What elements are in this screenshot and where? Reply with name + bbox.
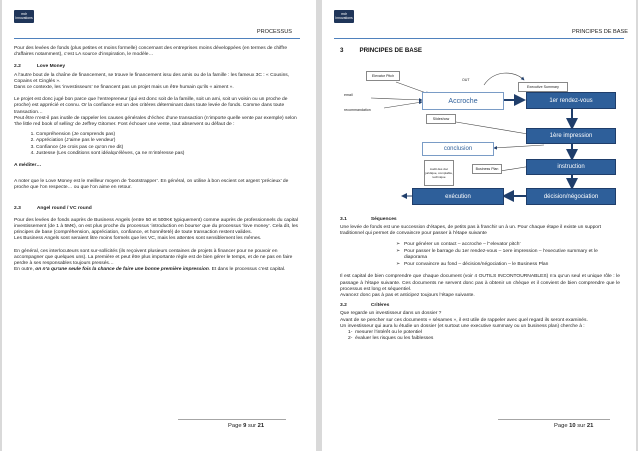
footer-rule: [178, 419, 286, 420]
paragraph-text: Peut être n’est-il pas inutile de rappeler les causes générales d’échec d’une transaction (n’importe quelle vente par exemple) selon ‘the little red book of selling’ de Jeffrey Gitomer. Font échouer une vente, tout abservent ou défaut de :: [14, 115, 297, 128]
section-heading-3-2: [340, 303, 620, 309]
paragraph: [340, 293, 620, 299]
list-item-text: Pour convaincre au fond – décision/négociation – le Business Plan: [404, 262, 549, 268]
conclusion-box: [422, 142, 494, 156]
section-heading-2-3: [14, 206, 298, 212]
footer-text: Page: [228, 423, 244, 429]
diagram-label: instruction: [557, 164, 585, 170]
emphasis-text: A méditer…: [14, 163, 42, 169]
list-item: [396, 242, 620, 248]
list-item-text: évaluer les risques ou les faiblesses: [355, 336, 434, 342]
list-item: 3. Confiance (Je crois pas ce qu’on me dit): [36, 145, 298, 151]
logo-text: mdr Innovations: [335, 11, 353, 20]
execution-box: [412, 188, 504, 205]
list-item-text: Pour générer un contact – accroche – l’’elevator pitch’: [404, 241, 521, 247]
diagram-label: Slideshow: [432, 117, 450, 121]
section-heading-3-1: [340, 217, 620, 223]
paragraph-text: Pour des levées de fonds auprès de Business Angels (entre 50 et 500K€ typiquement) comme auprès de professionnels du capital investissement (de 1 à 5M€), on est plus proche du processus ‘introduction en bourse’ que du processus ‘love money’. Cela dit, les principes de base (compréhension, appréciation, confiance, et honnêteté) de toute transaction restent valides.: [14, 217, 298, 236]
section-title: Love Money: [36, 64, 66, 70]
numbered-list: [14, 132, 298, 157]
arrow-bullet-icon: ➢: [396, 262, 401, 268]
diagram-label: Business Plan: [475, 167, 499, 171]
company-logo: [14, 10, 34, 23]
diagram-label: 1ère impression: [549, 133, 593, 139]
page-number: 10: [569, 423, 576, 429]
paragraph: [340, 274, 620, 293]
diagram-label: Executive Summary: [527, 85, 559, 89]
paragraph-text: Il est capital de bien comprendre que chaque document (voir 4 OUTILS INCONTOURNABLES) n’a qu’un seul et unique rôle : le passage à l’étape suivante. Ces documents ne servent donc pas à obtenir un chèque et il convient de bien comprendre que le processus est long et séquentiel.: [340, 274, 620, 292]
header-title: PROCESSUS: [256, 29, 292, 35]
page-footer: [228, 423, 264, 429]
footer-text: sur: [246, 423, 258, 429]
footer-rule: [498, 419, 610, 420]
diagram-label: Accroche: [448, 97, 478, 105]
paragraph-text: Dans ce contexte, les ‘investisseurs’ ne financent pas un projet mais un être humain qu’ils « aiment ».: [14, 85, 234, 91]
paragraph: [14, 116, 298, 128]
paragraph: [14, 267, 298, 273]
list-item: 2. Appréciation (J’aime pas le vendeur): [36, 138, 298, 144]
audit-box: [424, 160, 454, 186]
paragraph: [14, 179, 298, 191]
page-total: 21: [586, 423, 594, 429]
section-title: Angel round / VC round: [36, 205, 92, 211]
page-total: 21: [257, 423, 265, 429]
reco-label: recommandation: [344, 108, 371, 112]
document-page-right: [322, 0, 636, 451]
paragraph: [14, 73, 298, 85]
list-item: 2- évaluer les risques ou les faiblesses: [348, 336, 434, 342]
header-rule: [14, 38, 300, 39]
diagram-label: 1er rendez-vous: [549, 97, 593, 104]
paragraph-text: . Et dans le processus c’est capital.: [208, 267, 286, 273]
paragraph-text: Une levée de fonds est une succession d’étapes, de petits pas à franchir un à un. Pour chaque étape il existe un support traditionnel qui permet de convaincre pour passer à l’étape suivante: [340, 225, 602, 237]
section-number: 3.2: [340, 303, 347, 309]
email-label: email: [344, 93, 353, 97]
list-item: 1. Compréhension (Je comprends pas): [36, 132, 298, 138]
list-item: 4. Justesse (Les conditions sont idéalqu’élèves, ça ne m’intéresse pas): [36, 151, 298, 157]
paragraph-text: Que regarde un investisseur dans un dossier ?: [340, 311, 442, 317]
diagram-label: décision/négociation: [543, 193, 599, 200]
paragraph-text: En général, ces interlocuteurs sont sur-sollicités (ils reçoivent plusieurs centaines de projets à financer pour ne pouvoir en accompagner que quelques uns). La première et peut être plus importante règle est de bien gérer le temps, et de ne pas en faire perdre à ses responsables toujours pressés…: [14, 248, 293, 267]
list-item: [396, 262, 620, 268]
paragraph-text: Les Business Angels sont seraient litre moins formels que les VC, mais les attentes sont sensiblement les mêmes.: [14, 236, 262, 242]
section-heading-2-2: [14, 64, 298, 70]
paragraph-text: En outre,: [14, 267, 36, 273]
paragraph-text: Avancez donc pas à pas et anticipez toujours l’étape suivante.: [340, 293, 475, 299]
instruction-box: [526, 159, 616, 175]
section-number: 2.2: [14, 64, 21, 70]
section-title: Critères: [370, 303, 390, 309]
list-item: [396, 249, 620, 261]
fundraising-process-diagram: [344, 60, 614, 210]
list-item-text: Pour passer le barrage du 1er rendez-vous – 1ere impression – l’executive summary et le diaporama: [404, 248, 598, 261]
footer-text: Page: [554, 423, 570, 429]
paragraph: [14, 249, 298, 268]
section-title: PRINCIPES DE BASE: [359, 47, 423, 54]
intro-paragraph: Pour des levées de fonds (plus petites et moins formelle) concernant des entreprises moins développées (en termes de chiffre d’affaires notamment), c’est LA source d’inspiration, le modèle…: [14, 46, 288, 58]
diagram-label: exécution: [445, 193, 471, 200]
out-label: OUT: [462, 78, 470, 82]
criteria-list: [340, 330, 620, 342]
accroche-box: [422, 92, 504, 110]
header-rule: [334, 38, 624, 39]
section-number: 3: [340, 47, 344, 54]
paragraph-text: Le projet est donc jugé bon parce que l’entrepreneur (qui est donc soit de la famille, soit un ami, soit un voisin ou un proche de proche) est apprécié et connu. Or la confiance est un des critères déterminant dans toute levée de fonds. Comme dans toute transaction…: [14, 97, 288, 115]
paragraph-text: A l’autre bout de la chaîne de financement, se trouve le financement issu des amis ou de la famille : les fameux 3C : « Cousins, Copains et Cinglés ».: [14, 72, 290, 84]
exec-summary-box: [518, 82, 568, 92]
section-number: 2.3: [14, 205, 21, 211]
paragraph: [340, 225, 620, 237]
page-body: [340, 217, 620, 342]
paragraph: [14, 97, 298, 116]
diagram-label: Elevator Pitch: [371, 74, 395, 78]
emphasis-line: [14, 163, 298, 169]
emphasis-text: on n’a qu’une seule fois la chance de faire une bonne première impression: [35, 267, 209, 273]
section-number: 3.1: [340, 217, 347, 222]
section-title: Séquences: [370, 217, 397, 222]
list-item: 1- mesurer l’intérêt ou le potentiel: [348, 330, 422, 336]
page-number: 9: [243, 423, 247, 429]
page-footer: [554, 423, 593, 429]
list-item-text: mesurer l’intérêt ou le potentiel: [355, 330, 422, 336]
logo-text: mdr Innovations: [15, 11, 33, 20]
rdv-box: [526, 92, 616, 109]
diagram-label: Audit des doc juridique, comptable, technique: [425, 167, 453, 179]
document-page-left: [2, 0, 316, 451]
paragraph-text: Avant de se pencher sur ces documents « sésames », il est utile de rappeler avec quel regard ils seront examinés.: [340, 317, 588, 323]
paragraph: [14, 236, 298, 242]
company-logo: [334, 10, 354, 23]
paragraph: [14, 85, 298, 91]
page-body: [14, 46, 298, 279]
arrow-bullet-icon: ➢: [396, 241, 401, 247]
paragraph-text: A noter que le Love Money est le meilleur moyen de ‘bootstrapper’. En général, on utilise à bon escient cet argent ‘précieux’ de proche que l’on respecte… ou que l’on aime en retour.: [14, 179, 289, 191]
elevator-pitch-box: [366, 71, 400, 81]
bullet-list: [340, 242, 620, 269]
paragraph-text: Un investisseur qui aura lu étudie un dossier (et surtout une executive summary ou un business plan) cherche à :: [340, 323, 585, 329]
arrow-bullet-icon: ➢: [396, 248, 401, 254]
section-heading-3: [340, 47, 422, 54]
decision-box: [526, 188, 616, 205]
bp-box: [472, 164, 502, 174]
impression-box: [526, 128, 616, 144]
footer-text: sur: [575, 423, 587, 429]
header-title: PRINCIPES DE BASE: [572, 29, 628, 35]
slideshow-box: [426, 114, 456, 124]
diagram-label: conclusion: [443, 146, 473, 152]
paragraph: [14, 218, 298, 237]
